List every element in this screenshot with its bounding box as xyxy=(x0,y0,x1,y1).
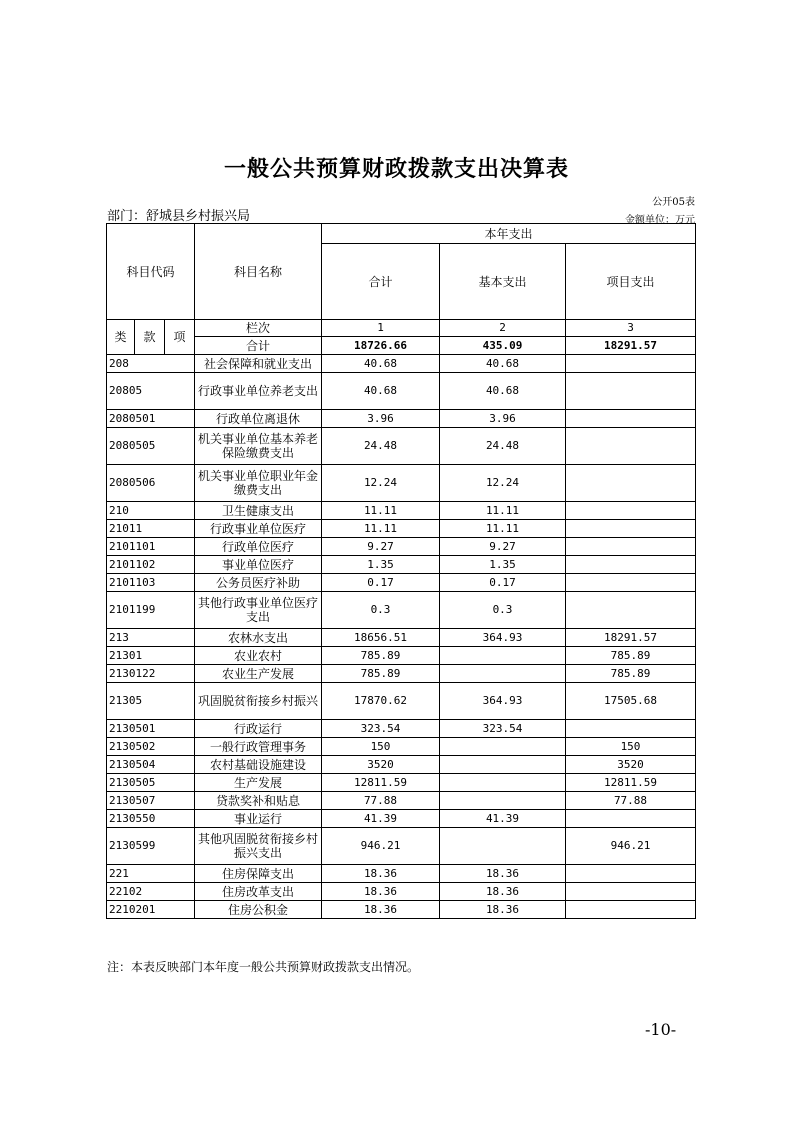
row-name: 生产发展 xyxy=(195,774,322,792)
row-project xyxy=(566,720,696,738)
column-number-1: 1 xyxy=(322,320,440,337)
column-number-3: 3 xyxy=(566,320,696,337)
row-total: 3520 xyxy=(322,756,440,774)
table-row xyxy=(107,720,696,738)
table-row xyxy=(107,756,696,774)
row-total: 18656.51 xyxy=(322,629,440,647)
row-project xyxy=(566,520,696,538)
page-title: 一般公共预算财政拨款支出决算表 xyxy=(223,157,569,182)
row-total: 785.89 xyxy=(322,647,440,665)
total-row-basic: 435.09 xyxy=(440,337,566,355)
row-project: 17505.68 xyxy=(566,683,696,720)
row-name: 农业生产发展 xyxy=(195,665,322,683)
row-basic xyxy=(440,774,566,792)
row-project: 785.89 xyxy=(566,647,696,665)
unit-label: 金额单位：万元 xyxy=(625,215,695,226)
row-total: 0.17 xyxy=(322,574,440,592)
department-label: 部门：舒城县乡村振兴局 xyxy=(107,209,251,224)
row-basic: 364.93 xyxy=(440,629,566,647)
row-code: 208 xyxy=(107,355,195,373)
row-name: 事业单位医疗 xyxy=(195,556,322,574)
row-name: 其他巩固脱贫衔接乡村振兴支出 xyxy=(195,828,322,865)
row-name: 机关事业单位基本养老保险缴费支出 xyxy=(195,428,322,465)
row-name: 住房保障支出 xyxy=(195,865,322,883)
row-total: 77.88 xyxy=(322,792,440,810)
row-total: 18.36 xyxy=(322,901,440,919)
row-name: 住房改革支出 xyxy=(195,883,322,901)
row-code: 221 xyxy=(107,865,195,883)
table-row xyxy=(107,538,696,556)
row-code: 21301 xyxy=(107,647,195,665)
table-row xyxy=(107,520,696,538)
row-basic: 364.93 xyxy=(440,683,566,720)
row-code: 20805 xyxy=(107,373,195,410)
row-total: 0.3 xyxy=(322,592,440,629)
header-lei: 类 xyxy=(107,320,135,355)
header-year-expense: 本年支出 xyxy=(322,224,696,244)
row-total: 17870.62 xyxy=(322,683,440,720)
row-project: 77.88 xyxy=(566,792,696,810)
row-total: 40.68 xyxy=(322,355,440,373)
table-row xyxy=(107,629,696,647)
row-code: 2210201 xyxy=(107,901,195,919)
row-project xyxy=(566,465,696,502)
row-code: 2130599 xyxy=(107,828,195,865)
row-name: 农林水支出 xyxy=(195,629,322,647)
table-row xyxy=(107,465,696,502)
row-name: 其他行政事业单位医疗支出 xyxy=(195,592,322,629)
footnote: 注：本表反映部门本年度一般公共预算财政拨款支出情况。 xyxy=(107,960,420,974)
row-total: 40.68 xyxy=(322,373,440,410)
row-code: 2130505 xyxy=(107,774,195,792)
row-code: 21305 xyxy=(107,683,195,720)
row-total: 12.24 xyxy=(322,465,440,502)
row-basic: 1.35 xyxy=(440,556,566,574)
row-name: 贷款奖补和贴息 xyxy=(195,792,322,810)
row-total: 18.36 xyxy=(322,883,440,901)
row-name: 住房公积金 xyxy=(195,901,322,919)
table-row xyxy=(107,665,696,683)
row-name: 社会保障和就业支出 xyxy=(195,355,322,373)
row-project xyxy=(566,901,696,919)
row-basic: 41.39 xyxy=(440,810,566,828)
row-total: 150 xyxy=(322,738,440,756)
row-project xyxy=(566,865,696,883)
row-basic: 40.68 xyxy=(440,355,566,373)
header-basic: 基本支出 xyxy=(440,244,566,320)
table-row xyxy=(107,410,696,428)
row-total: 11.11 xyxy=(322,520,440,538)
header-project: 项目支出 xyxy=(566,244,696,320)
row-project: 3520 xyxy=(566,756,696,774)
row-name: 农村基础设施建设 xyxy=(195,756,322,774)
row-name: 一般行政管理事务 xyxy=(195,738,322,756)
row-code: 2130501 xyxy=(107,720,195,738)
table-row xyxy=(107,901,696,919)
row-name: 卫生健康支出 xyxy=(195,502,322,520)
row-name: 事业运行 xyxy=(195,810,322,828)
row-basic: 3.96 xyxy=(440,410,566,428)
table-row xyxy=(107,647,696,665)
row-project xyxy=(566,502,696,520)
row-project xyxy=(566,410,696,428)
row-project xyxy=(566,428,696,465)
row-project: 12811.59 xyxy=(566,774,696,792)
row-total: 946.21 xyxy=(322,828,440,865)
row-total: 18.36 xyxy=(322,865,440,883)
row-name: 行政运行 xyxy=(195,720,322,738)
row-project xyxy=(566,574,696,592)
row-name: 公务员医疗补助 xyxy=(195,574,322,592)
header-code: 科目代码 xyxy=(107,224,195,320)
row-code: 2080506 xyxy=(107,465,195,502)
row-basic: 24.48 xyxy=(440,428,566,465)
row-project: 150 xyxy=(566,738,696,756)
row-name: 行政单位医疗 xyxy=(195,538,322,556)
header-lanci: 栏次 xyxy=(195,320,322,337)
row-basic xyxy=(440,647,566,665)
row-code: 22102 xyxy=(107,883,195,901)
row-total: 9.27 xyxy=(322,538,440,556)
row-basic xyxy=(440,756,566,774)
row-basic: 12.24 xyxy=(440,465,566,502)
row-code: 2101199 xyxy=(107,592,195,629)
row-code: 2130504 xyxy=(107,756,195,774)
row-project xyxy=(566,592,696,629)
row-basic: 18.36 xyxy=(440,883,566,901)
row-basic: 0.17 xyxy=(440,574,566,592)
row-name: 巩固脱贫衔接乡村振兴 xyxy=(195,683,322,720)
row-code: 2080501 xyxy=(107,410,195,428)
row-code: 213 xyxy=(107,629,195,647)
row-code: 2101102 xyxy=(107,556,195,574)
table-row xyxy=(107,810,696,828)
total-row-label: 合计 xyxy=(195,337,322,355)
table-row xyxy=(107,574,696,592)
table-row xyxy=(107,738,696,756)
row-code: 2130550 xyxy=(107,810,195,828)
row-name: 行政事业单位医疗 xyxy=(195,520,322,538)
table-row xyxy=(107,428,696,465)
row-name: 机关事业单位职业年金缴费支出 xyxy=(195,465,322,502)
row-project: 785.89 xyxy=(566,665,696,683)
expense-table xyxy=(106,223,696,919)
row-project xyxy=(566,883,696,901)
table-row xyxy=(107,828,696,865)
row-basic: 0.3 xyxy=(440,592,566,629)
row-project: 946.21 xyxy=(566,828,696,865)
row-total: 11.11 xyxy=(322,502,440,520)
header-kuan: 款 xyxy=(135,320,165,355)
row-basic: 323.54 xyxy=(440,720,566,738)
table-row xyxy=(107,592,696,629)
row-total: 41.39 xyxy=(322,810,440,828)
header-xiang: 项 xyxy=(165,320,195,355)
row-total: 3.96 xyxy=(322,410,440,428)
row-basic: 40.68 xyxy=(440,373,566,410)
table-row xyxy=(107,373,696,410)
table-row xyxy=(107,774,696,792)
row-project xyxy=(566,556,696,574)
row-code: 2130507 xyxy=(107,792,195,810)
row-code: 2101103 xyxy=(107,574,195,592)
row-basic: 11.11 xyxy=(440,520,566,538)
row-project xyxy=(566,810,696,828)
row-name: 行政单位离退休 xyxy=(195,410,322,428)
table-body xyxy=(107,224,696,919)
row-basic: 18.36 xyxy=(440,865,566,883)
row-code: 21011 xyxy=(107,520,195,538)
table-row xyxy=(107,683,696,720)
header-total: 合计 xyxy=(322,244,440,320)
row-basic xyxy=(440,828,566,865)
table-row xyxy=(107,865,696,883)
row-name: 行政事业单位养老支出 xyxy=(195,373,322,410)
row-basic xyxy=(440,665,566,683)
row-code: 2130502 xyxy=(107,738,195,756)
row-total: 323.54 xyxy=(322,720,440,738)
table-row xyxy=(107,556,696,574)
table-row xyxy=(107,502,696,520)
header-name: 科目名称 xyxy=(195,224,322,320)
row-total: 24.48 xyxy=(322,428,440,465)
row-basic xyxy=(440,738,566,756)
table-row xyxy=(107,792,696,810)
row-name: 农业农村 xyxy=(195,647,322,665)
row-total: 12811.59 xyxy=(322,774,440,792)
total-row-project: 18291.57 xyxy=(566,337,696,355)
row-basic: 18.36 xyxy=(440,901,566,919)
table-row xyxy=(107,883,696,901)
row-code: 2130122 xyxy=(107,665,195,683)
table-row xyxy=(107,355,696,373)
row-project: 18291.57 xyxy=(566,629,696,647)
total-row-total: 18726.66 xyxy=(322,337,440,355)
row-project xyxy=(566,355,696,373)
row-basic: 11.11 xyxy=(440,502,566,520)
row-basic: 9.27 xyxy=(440,538,566,556)
row-code: 2080505 xyxy=(107,428,195,465)
row-project xyxy=(566,538,696,556)
row-project xyxy=(566,373,696,410)
row-basic xyxy=(440,792,566,810)
row-total: 785.89 xyxy=(322,665,440,683)
column-number-2: 2 xyxy=(440,320,566,337)
row-total: 1.35 xyxy=(322,556,440,574)
form-number: 公开05表 xyxy=(652,197,695,208)
row-code: 2101101 xyxy=(107,538,195,556)
page-number: -10- xyxy=(645,1020,677,1039)
row-code: 210 xyxy=(107,502,195,520)
